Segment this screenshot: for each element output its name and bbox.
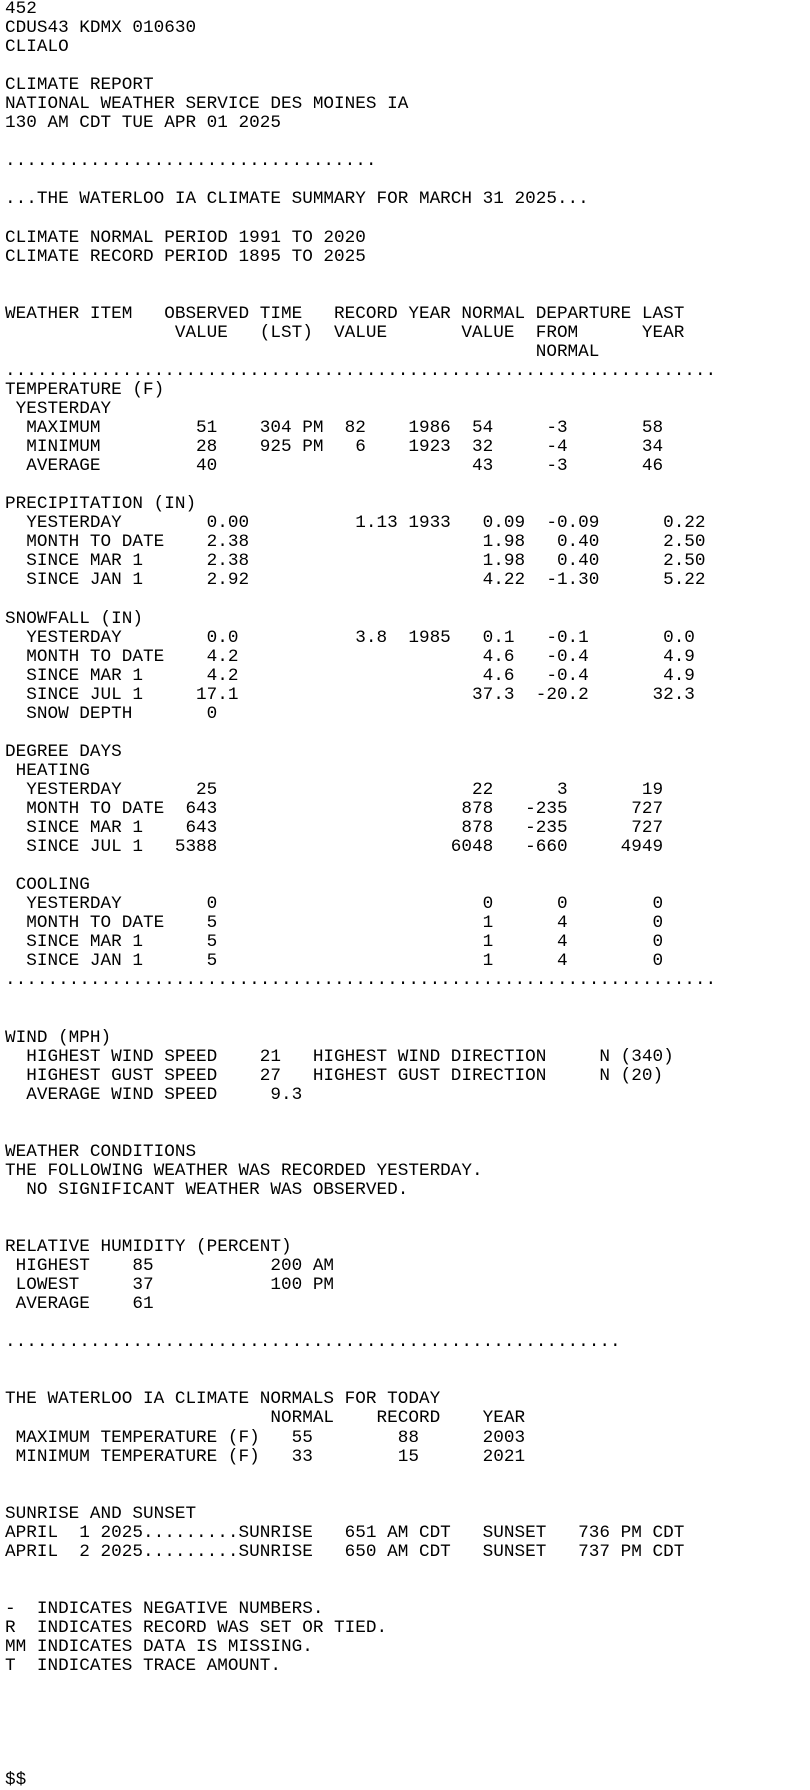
report-line [5, 286, 810, 305]
report-line: CLIMATE REPORT [5, 75, 154, 96]
report-line: SINCE JAN 1 5 1 4 0 [5, 951, 664, 972]
report-line: SNOWFALL (IN) [5, 608, 143, 629]
report-line [5, 171, 810, 190]
report-line: .......................................................... [5, 1332, 621, 1353]
report-line: MINIMUM TEMPERATURE (F) 33 15 2021 [5, 1446, 526, 1467]
report-line: NORMAL RECORD YEAR [5, 1408, 526, 1429]
report-line [5, 1733, 810, 1752]
report-line [5, 1352, 810, 1371]
report-line: SINCE JUL 1 17.1 37.3 -20.2 32.3 [5, 684, 695, 705]
report-line: MM INDICATES DATA IS MISSING. [5, 1637, 313, 1658]
report-line [5, 57, 810, 76]
report-line: SNOW DEPTH 0 [5, 703, 218, 724]
report-line [5, 1714, 810, 1733]
report-line: WEATHER CONDITIONS [5, 1141, 197, 1162]
report-line [5, 1200, 810, 1219]
report-line: YESTERDAY 0.0 3.8 1985 0.1 -0.1 0.0 [5, 627, 695, 648]
report-line: MONTH TO DATE 5 1 4 0 [5, 913, 664, 934]
report-line [5, 990, 810, 1009]
report-line: MONTH TO DATE 643 878 -235 727 [5, 798, 664, 819]
report-line: MAXIMUM TEMPERATURE (F) 55 88 2003 [5, 1427, 526, 1448]
report-line: SINCE MAR 1 5 1 4 0 [5, 932, 664, 953]
report-line: SINCE JAN 1 2.92 4.22 -1.30 5.22 [5, 570, 706, 591]
report-line: HIGHEST GUST SPEED 27 HIGHEST GUST DIRECTION N (20) [5, 1065, 664, 1086]
report-line: R INDICATES RECORD WAS SET OR TIED. [5, 1617, 388, 1638]
report-line [5, 133, 810, 152]
report-line: RELATIVE HUMIDITY (PERCENT) [5, 1237, 292, 1258]
report-line: NO SIGNIFICANT WEATHER WAS OBSERVED. [5, 1179, 409, 1200]
report-line: 452 [5, 0, 37, 19]
report-line: 130 AM CDT TUE APR 01 2025 [5, 113, 281, 134]
report-line: ................................... [5, 151, 377, 172]
report-line: CLIMATE RECORD PERIOD 1895 TO 2025 [5, 246, 366, 267]
report-line: SINCE MAR 1 643 878 -235 727 [5, 818, 664, 839]
report-line: PRECIPITATION (IN) [5, 494, 197, 515]
report-line: NORMAL [5, 341, 600, 362]
report-line: AVERAGE 40 43 -3 46 [5, 456, 664, 477]
report-line: T INDICATES TRACE AMOUNT. [5, 1656, 281, 1677]
report-line [5, 1105, 810, 1124]
report-line: ................................................................... [5, 970, 717, 991]
report-line: NATIONAL WEATHER SERVICE DES MOINES IA [5, 94, 409, 115]
report-line: MONTH TO DATE 2.38 1.98 0.40 2.50 [5, 532, 706, 553]
report-line: ...THE WATERLOO IA CLIMATE SUMMARY FOR MARCH 31 2025... [5, 189, 589, 210]
report-line: HEATING [5, 760, 90, 781]
report-line: $$ [5, 1770, 27, 1790]
report-line: CLIALO [5, 37, 69, 58]
report-line: YESTERDAY 0 0 0 0 [5, 894, 664, 915]
report-line [5, 210, 810, 229]
report-line [5, 1009, 810, 1028]
report-line: MAXIMUM 51 304 PM 82 1986 54 -3 58 [5, 418, 664, 439]
report-line [5, 1676, 810, 1695]
report-line [5, 724, 810, 743]
report-line: - INDICATES NEGATIVE NUMBERS. [5, 1598, 324, 1619]
report-line [5, 1562, 810, 1581]
report-line [5, 1752, 810, 1771]
report-line: SUNRISE AND SUNSET [5, 1503, 197, 1524]
report-line: COOLING [5, 875, 90, 896]
report-line [5, 476, 810, 495]
report-line: CLIMATE NORMAL PERIOD 1991 TO 2020 [5, 227, 366, 248]
report-line [5, 590, 810, 609]
report-line: MINIMUM 28 925 PM 6 1923 32 -4 34 [5, 437, 664, 458]
report-line: YESTERDAY 25 22 3 19 [5, 779, 664, 800]
report-line: THE FOLLOWING WEATHER WAS RECORDED YESTERDAY. [5, 1160, 483, 1181]
report-line: APRIL 2 2025.........SUNRISE 650 AM CDT SUNSET 737 PM CDT [5, 1541, 685, 1562]
report-line: MONTH TO DATE 4.2 4.6 -0.4 4.9 [5, 646, 695, 667]
report-line: YESTERDAY [5, 398, 112, 419]
report-line: HIGHEST WIND SPEED 21 HIGHEST WIND DIRECTION N (340) [5, 1046, 674, 1067]
report-line: SINCE JUL 1 5388 6048 -660 4949 [5, 837, 664, 858]
report-line: AVERAGE WIND SPEED 9.3 [5, 1084, 303, 1105]
report-line: SINCE MAR 1 4.2 4.6 -0.4 4.9 [5, 665, 695, 686]
report-line [5, 1314, 810, 1333]
report-line: YESTERDAY 0.00 1.13 1933 0.09 -0.09 0.22 [5, 513, 706, 534]
report-line: CDUS43 KDMX 010630 [5, 18, 197, 39]
report-line [5, 1467, 810, 1486]
report-line: THE WATERLOO IA CLIMATE NORMALS FOR TODAY [5, 1389, 441, 1410]
report-line: SINCE MAR 1 2.38 1.98 0.40 2.50 [5, 551, 706, 572]
report-line [5, 1124, 810, 1143]
report-line [5, 1371, 810, 1390]
report-line: DEGREE DAYS [5, 741, 122, 762]
report-line [5, 1695, 810, 1714]
report-line [5, 1486, 810, 1505]
report-line: LOWEST 37 100 PM [5, 1275, 335, 1296]
report-line [5, 267, 810, 286]
report-line: AVERAGE 61 [5, 1294, 154, 1315]
report-line: HIGHEST 85 200 AM [5, 1256, 335, 1277]
report-line: WIND (MPH) [5, 1027, 112, 1048]
report-line: TEMPERATURE (F) [5, 379, 165, 400]
report-line: APRIL 1 2025.........SUNRISE 651 AM CDT SUNSET 736 PM CDT [5, 1522, 685, 1543]
report-line: VALUE (LST) VALUE VALUE FROM YEAR [5, 322, 685, 343]
report-line [5, 857, 810, 876]
report-line: WEATHER ITEM OBSERVED TIME RECORD YEAR NORMAL DEPARTURE LAST [5, 303, 685, 324]
report-line [5, 1581, 810, 1600]
report-line [5, 1219, 810, 1238]
report-line: ................................................................... [5, 360, 717, 381]
